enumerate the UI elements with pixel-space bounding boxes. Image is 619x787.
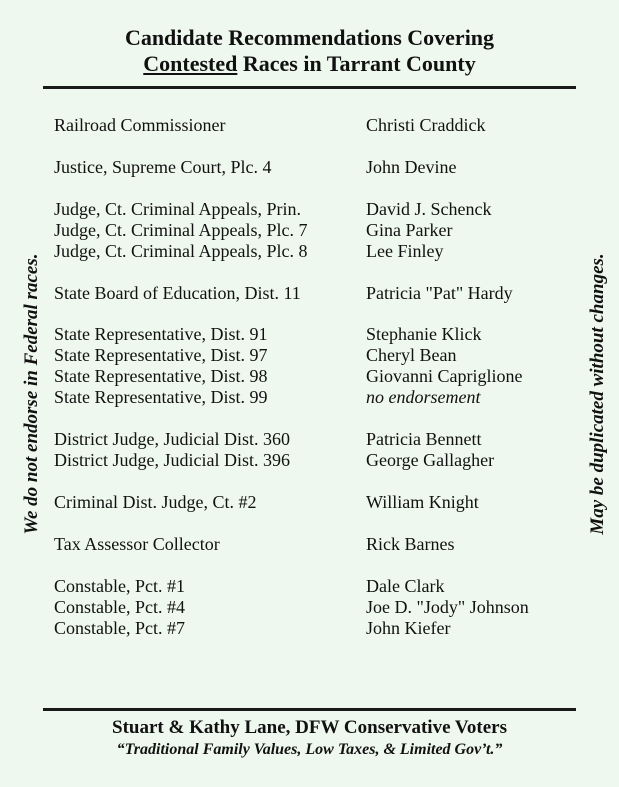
left-side-note: We do not endorse in Federal races.	[21, 253, 42, 535]
office-label: Criminal Dist. Judge, Ct. #2	[54, 492, 257, 512]
office-label: District Judge, Judicial Dist. 396	[54, 450, 290, 470]
top-divider	[43, 86, 576, 89]
race-row	[0, 429, 619, 450]
office-label: Judge, Ct. Criminal Appeals, Prin.	[54, 199, 301, 219]
office-label: Justice, Supreme Court, Plc. 4	[54, 157, 272, 177]
bottom-divider	[43, 708, 576, 711]
page-title: Candidate Recommendations Covering	[124, 25, 495, 50]
office-label: State Representative, Dist. 97	[54, 345, 268, 365]
race-row	[0, 534, 619, 555]
candidate-name: George Gallagher	[366, 450, 495, 470]
race-row	[0, 115, 619, 136]
candidate-name: Patricia Bennett	[366, 429, 482, 449]
race-row	[0, 345, 619, 366]
candidate-name: William Knight	[366, 492, 479, 512]
footer-author: Stuart & Kathy Lane, DFW Conservative Voters	[112, 717, 507, 738]
office-label: Constable, Pct. #1	[54, 576, 185, 596]
candidate-name: Stephanie Klick	[366, 324, 482, 344]
race-row	[0, 283, 619, 304]
candidate-name: Joe D. "Jody" Johnson	[366, 597, 529, 617]
office-label: Judge, Ct. Criminal Appeals, Plc. 7	[54, 220, 308, 240]
office-label: State Representative, Dist. 91	[54, 324, 268, 344]
title-underlined-word: Contested	[143, 51, 238, 76]
race-row	[0, 492, 619, 513]
office-label: District Judge, Judicial Dist. 360	[54, 429, 290, 449]
race-row	[0, 220, 619, 241]
candidate-name: Dale Clark	[366, 576, 445, 596]
office-label: Railroad Commissioner	[54, 115, 226, 135]
candidate-name: John Devine	[366, 157, 457, 177]
race-row	[0, 366, 619, 387]
office-label: State Board of Education, Dist. 11	[54, 283, 301, 303]
office-label: State Representative, Dist. 99	[54, 387, 268, 407]
office-label: State Representative, Dist. 98	[54, 366, 268, 386]
page-subtitle	[0, 51, 619, 77]
candidate-name: Christi Craddick	[366, 115, 486, 135]
race-row	[0, 157, 619, 178]
candidate-name: Patricia "Pat" Hardy	[366, 283, 513, 303]
office-label: Judge, Ct. Criminal Appeals, Plc. 8	[54, 241, 308, 261]
candidate-name: Rick Barnes	[366, 534, 455, 554]
race-row	[0, 387, 619, 408]
office-label: Constable, Pct. #7	[54, 618, 185, 638]
race-row	[0, 618, 619, 639]
right-side-note: May be duplicated without changes.	[587, 253, 608, 535]
candidate-name: John Kiefer	[366, 618, 451, 638]
race-row	[0, 199, 619, 220]
candidate-name: Gina Parker	[366, 220, 453, 240]
candidate-name: no endorsement	[366, 387, 481, 407]
footer-slogan: “Traditional Family Values, Low Taxes, & Limited Gov’t.”	[116, 741, 503, 758]
candidate-name: David J. Schenck	[366, 199, 492, 219]
office-label: Tax Assessor Collector	[54, 534, 220, 554]
candidate-name: Cheryl Bean	[366, 345, 457, 365]
race-row	[0, 324, 619, 345]
race-row	[0, 450, 619, 471]
office-label: Constable, Pct. #4	[54, 597, 185, 617]
race-row	[0, 597, 619, 618]
candidate-name: Giovanni Capriglione	[366, 366, 523, 386]
race-row	[0, 576, 619, 597]
candidate-name: Lee Finley	[366, 241, 444, 261]
title-rest: Races in Tarrant County	[237, 51, 476, 76]
race-row	[0, 241, 619, 262]
